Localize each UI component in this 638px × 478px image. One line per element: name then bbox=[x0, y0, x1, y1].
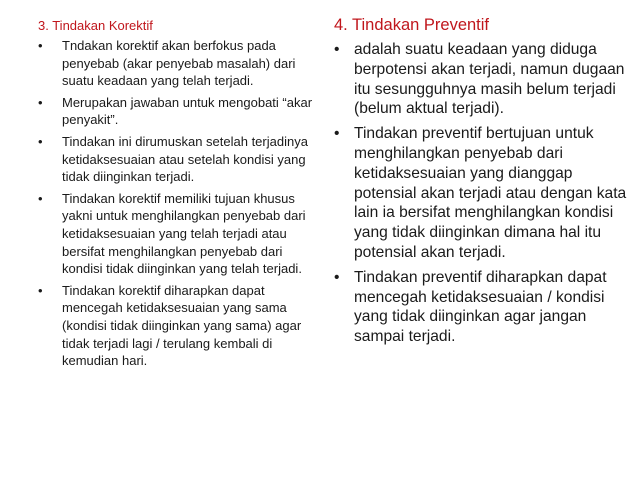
bullet-icon: • bbox=[38, 94, 43, 110]
left-item-text: Merupakan jawaban untuk mengobati “akar penyakit”. bbox=[62, 94, 313, 128]
bullet-icon: • bbox=[334, 125, 340, 143]
left-bullet-list bbox=[38, 37, 316, 370]
left-item-text: Tindakan korektif memiliki tujuan khusus yakni untuk menghilangkan penyebab dari ketidaksesuaian yang telah terjadi atau bersifat menghilangkan penyebab dari kondisi tidak diinginkan yang telah terjadi. bbox=[62, 190, 306, 277]
right-item-text: Tindakan preventif diharapkan dapat mencegah ketidaksesuaian / kondisi yang tidak diinginkan agar jangan sampai terjadi. bbox=[354, 268, 607, 346]
left-list-item bbox=[38, 190, 316, 278]
right-heading: 4. Tindakan Preventif bbox=[334, 16, 490, 34]
bullet-icon: • bbox=[38, 282, 43, 298]
right-column bbox=[334, 15, 630, 352]
left-item-text: Tindakan ini dirumuskan setelah terjadinya ketidaksesuaian atau setelah kondisi yang tidak diinginkan terjadi. bbox=[62, 133, 308, 185]
right-list-item bbox=[334, 268, 630, 347]
left-list-item bbox=[38, 94, 316, 129]
left-item-text: Tindakan korektif diharapkan dapat mencegah ketidaksesuaian yang sama (kondisi tidak diinginkan yang sama) agar tidak terjadi lagi / terulang kembali di kemudian hari. bbox=[62, 282, 302, 369]
left-list-item bbox=[38, 282, 316, 370]
left-list-item bbox=[38, 37, 316, 90]
bullet-icon: • bbox=[334, 41, 340, 58]
bullet-icon: • bbox=[38, 133, 43, 149]
right-item-text: adalah suatu keadaan yang diduga berpotensi akan terjadi, namun dugaan itu sesungguhnya masih belum terjadi (belum aktual terjadi). bbox=[354, 41, 625, 118]
left-heading: 3. Tindakan Korektif bbox=[38, 18, 153, 33]
left-list-item bbox=[38, 133, 316, 186]
right-bullet-list bbox=[334, 40, 630, 347]
left-column bbox=[38, 17, 316, 374]
bullet-icon: • bbox=[38, 190, 43, 206]
bullet-icon: • bbox=[334, 268, 340, 286]
bullet-icon: • bbox=[38, 38, 43, 53]
left-item-text: Tndakan korektif akan berfokus pada penyebab (akar penyebab masalah) dari suatu keadaan yang telah terjadi. bbox=[62, 38, 296, 89]
right-list-item bbox=[334, 40, 630, 119]
right-item-text: Tindakan preventif bertujuan untuk menghilangkan penyebab dari ketidaksesuaian yang dianggap potensial akan terjadi atau dengan kata lain ia bersifat menghilangkan kondisi yang tidak diinginkan dimana hal itu potensial akan terjadi. bbox=[354, 125, 627, 261]
right-list-item bbox=[334, 124, 630, 263]
